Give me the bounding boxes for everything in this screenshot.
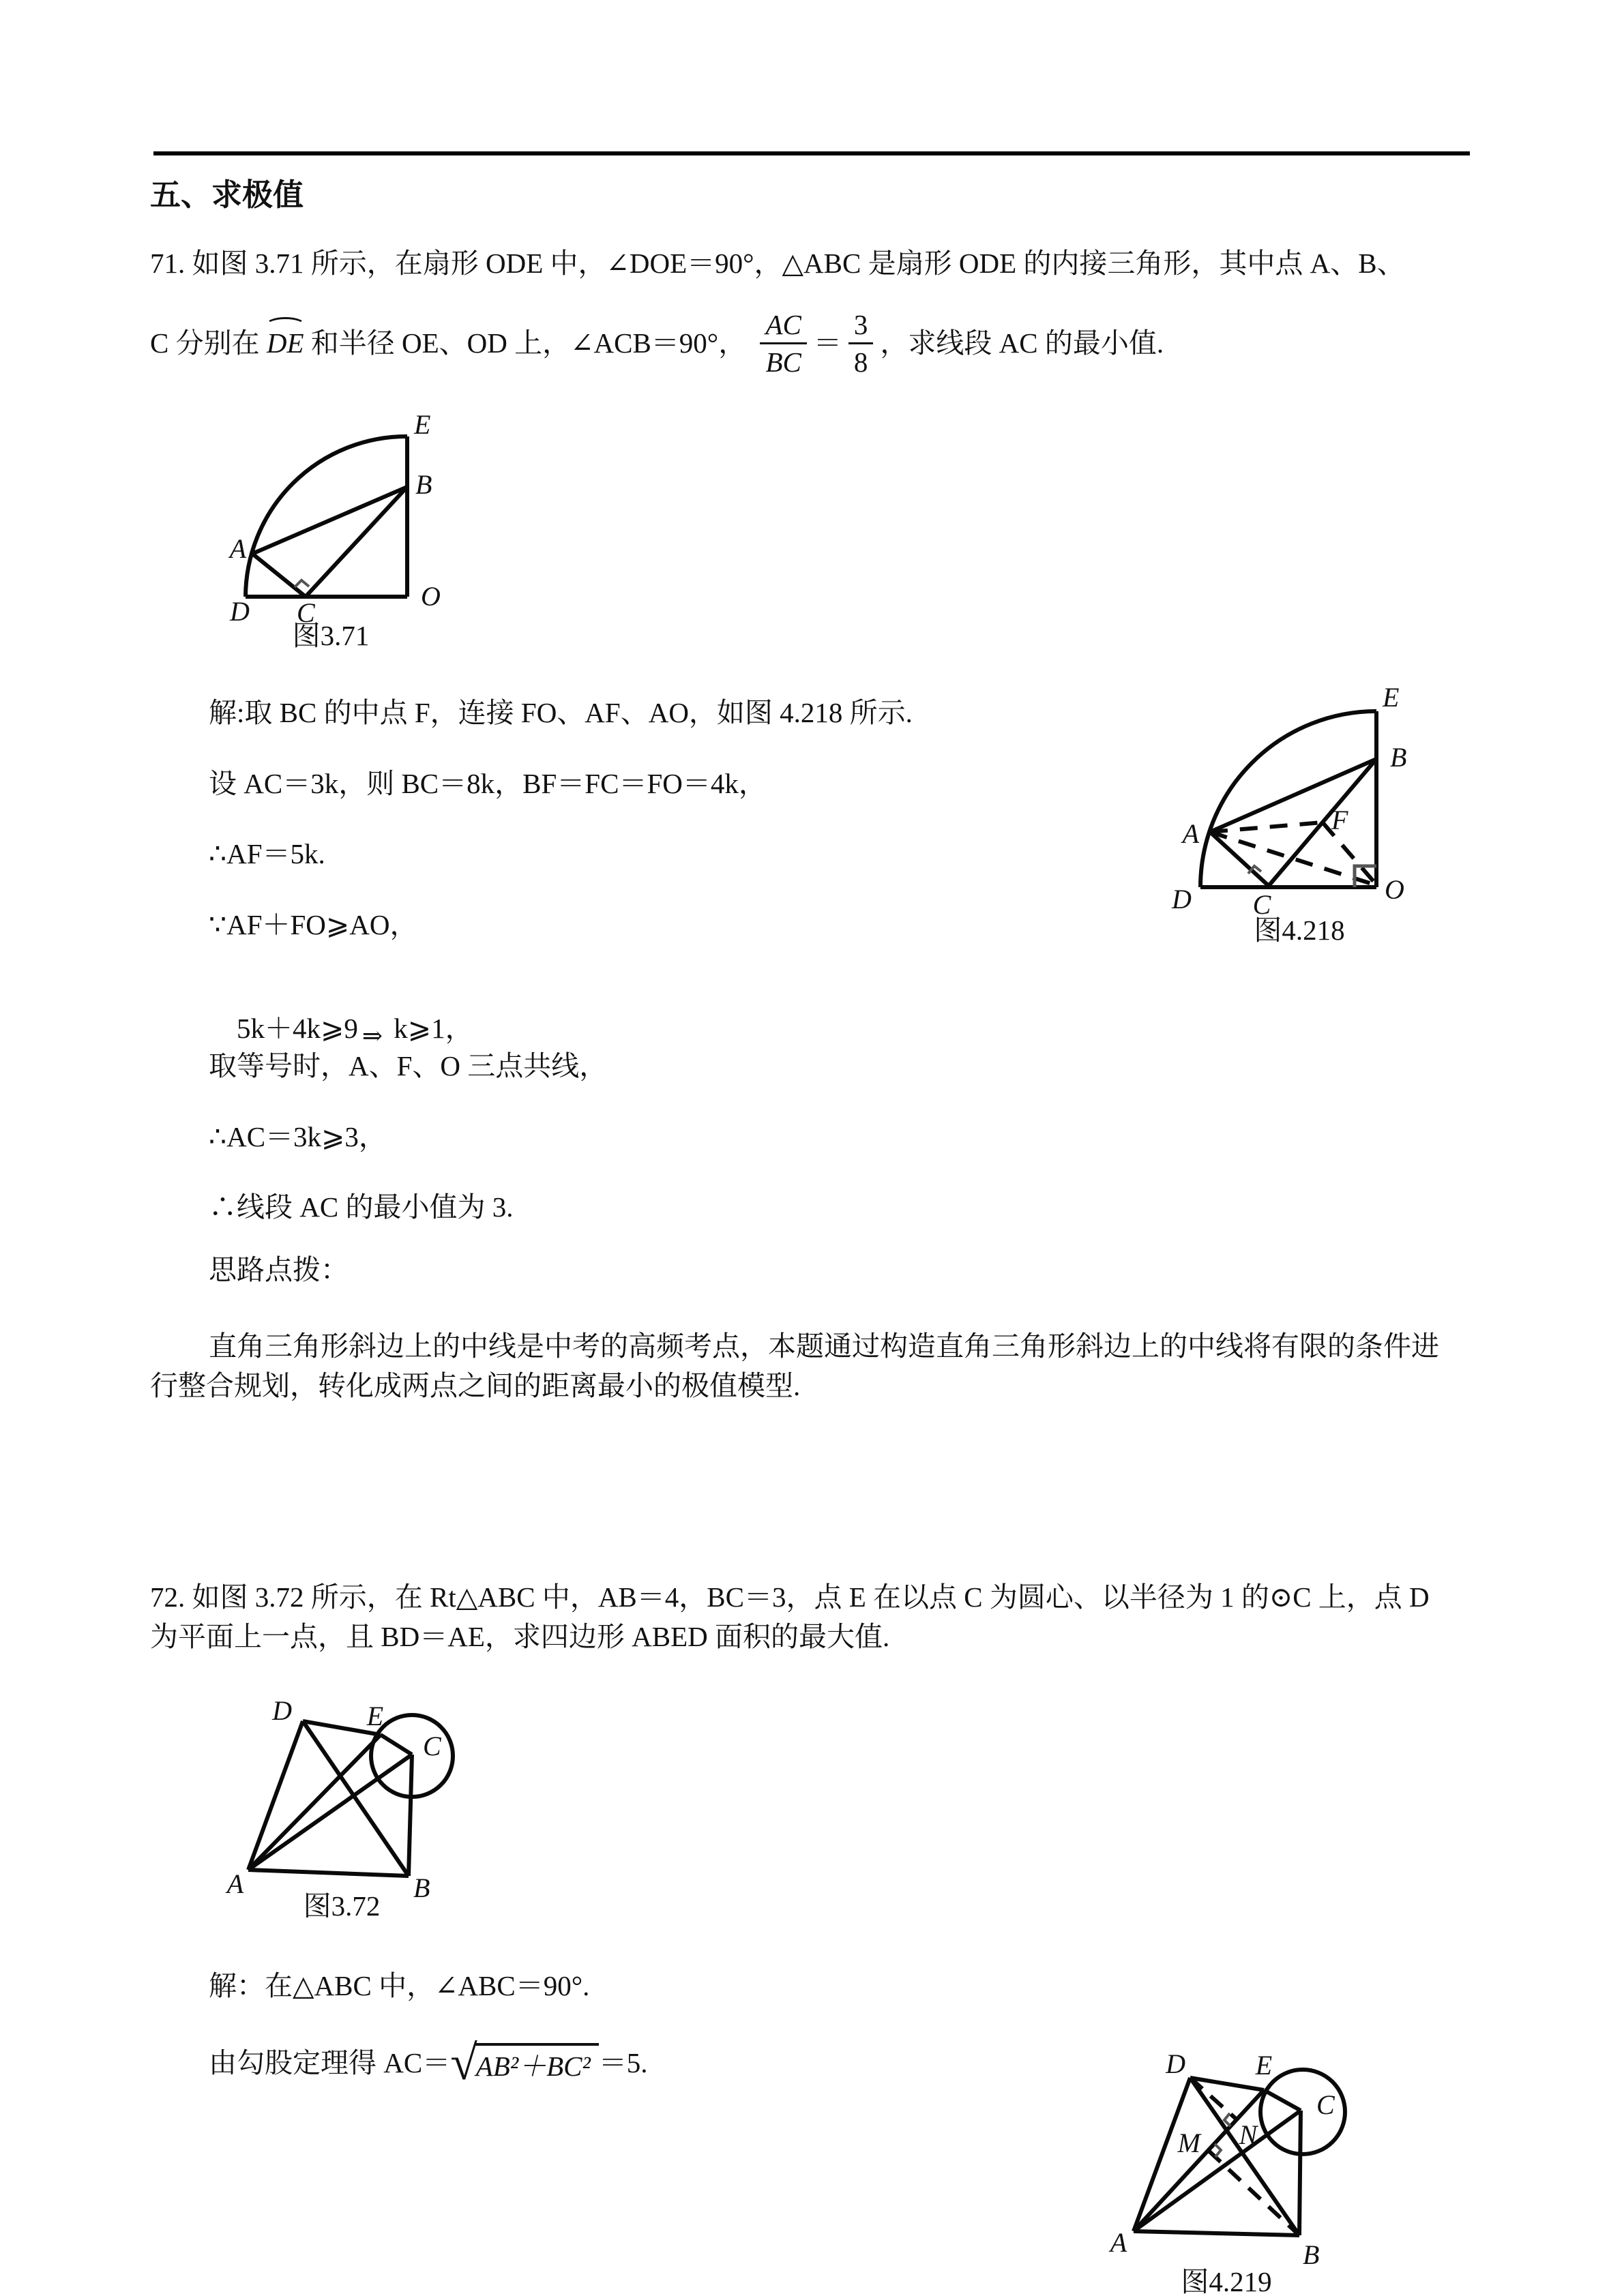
figure-caption: 图3.72	[303, 1890, 381, 1918]
fraction-denominator: BC	[765, 346, 801, 378]
point-label-C: C	[1252, 889, 1271, 920]
fraction-equals: ＝	[813, 327, 842, 359]
segment-CB	[1299, 2111, 1301, 2235]
solution71-line7: ∴AC＝3k⩾3，	[209, 1121, 387, 1152]
point-label-O: O	[421, 581, 441, 612]
figure-caption: 图4.218	[1254, 914, 1345, 946]
point-label-C: C	[297, 597, 315, 628]
segment-AB	[252, 487, 407, 554]
point-label-A: A	[1182, 818, 1199, 849]
solution71-line1: 解:取 BC 的中点 F，连接 FO、AF、AO，如图 4.218 所示.	[209, 697, 913, 728]
formula-suffix: ＝5.	[598, 2047, 648, 2078]
fraction-numerator: 3	[848, 308, 874, 344]
dashed-MB	[1209, 2151, 1299, 2235]
point-label-D: D	[1172, 884, 1192, 914]
figure-3-72	[218, 1693, 491, 1918]
segment-AB	[1134, 2231, 1299, 2235]
segment-AB	[248, 1870, 409, 1876]
solution72-line1: 解：在△ABC 中，∠ABC＝90°.	[209, 1970, 590, 2001]
point-label-B: B	[1390, 742, 1407, 773]
point-label-D: D	[230, 596, 250, 627]
point-label-C: C	[423, 1731, 441, 1761]
point-label-A: A	[226, 1868, 244, 1899]
figure-4-219	[1091, 2012, 1385, 2296]
point-label-O: O	[1385, 874, 1404, 905]
solution72-formula	[209, 2032, 648, 2093]
problem71-line2	[150, 299, 1164, 387]
segment-AB	[1210, 759, 1376, 832]
segment-CB	[409, 1755, 412, 1876]
point-label-B: B	[415, 469, 432, 500]
problem71-line2-mid: 和半径 OE、OD 上，∠ACB＝90°，	[304, 327, 754, 359]
segment-CB	[306, 487, 407, 597]
problem71-line2-prefix: C 分别在	[150, 327, 267, 359]
segment-AE	[1134, 2090, 1264, 2231]
problem72-line1: 72. 如图 3.72 所示，在 Rt△ABC 中，AB＝4，BC＝3，点 E 在以点 C 为圆心、以半径为 1 的⊙C 上，点 D	[150, 1581, 1430, 1613]
header-rule	[153, 151, 1470, 155]
segment-AD	[248, 1721, 303, 1870]
formula-prefix: 由勾股定理得 AC＝	[209, 2047, 451, 2078]
point-label-D: D	[1166, 2048, 1185, 2079]
point-label-A: A	[229, 533, 246, 564]
section-title: 五、求极值	[150, 178, 304, 212]
solution71-line5-left: 5k＋4k⩾9	[237, 1013, 358, 1044]
segment-AC	[252, 554, 306, 597]
implies-arrow: ⇒	[361, 1022, 383, 1049]
figure-3-71	[228, 404, 447, 656]
arc-DE-notation: DE	[266, 327, 304, 359]
solution71-line5-right: k⩾1，	[387, 1013, 473, 1044]
figure-caption: 图3.71	[292, 620, 370, 651]
solution71-line3: ∴AF＝5k.	[209, 838, 325, 869]
tips-line1: 直角三角形斜边上的中线是中考的高频考点，本题通过构造直角三角形斜边上的中线将有限的条件进	[209, 1330, 1439, 1362]
segment-AC	[248, 1755, 412, 1870]
fraction-3-8	[848, 308, 874, 378]
right-angle-mark-N	[1224, 2113, 1230, 2126]
problem71-line1: 71. 如图 3.71 所示，在扇形 ODE 中，∠DOE＝90°，△ABC 是扇形 ODE 的内接三角形，其中点 A、B、	[150, 248, 1405, 279]
solution71-line2: 设 AC＝3k，则 BC＝8k，BF＝FC＝FO＝4k，	[209, 768, 767, 799]
segment-EC	[381, 1735, 412, 1755]
point-label-D: D	[272, 1695, 292, 1726]
figure-caption: 图4.219	[1181, 2266, 1272, 2296]
point-label-E: E	[414, 409, 431, 440]
point-label-E: E	[1255, 2050, 1273, 2081]
square-root	[450, 2036, 599, 2090]
dashed-FO	[1323, 822, 1375, 883]
point-label-A: A	[1110, 2227, 1127, 2258]
fraction-denominator: 8	[853, 346, 868, 378]
right-angle-mark-M	[1215, 2144, 1221, 2157]
point-label-F: F	[1331, 805, 1348, 835]
tips-heading: 思路点拨：	[209, 1254, 349, 1285]
problem72-line2: 为平面上一点，且 BD＝AE，求四边形 ABED 面积的最大值.	[150, 1621, 890, 1652]
solution71-line8: ∴线段 AC 的最小值为 3.	[209, 1191, 514, 1223]
solution71-line6: 取等号时，A、F、O 三点共线，	[209, 1050, 608, 1082]
segment-AE	[248, 1735, 381, 1870]
radical-sign: √	[450, 2036, 477, 2090]
point-label-C: C	[1316, 2089, 1335, 2120]
figure-4-218	[1160, 676, 1453, 949]
point-label-E: E	[366, 1701, 384, 1731]
tips-line2: 行整合规划，转化成两点之间的距离最小的极值模型.	[150, 1370, 801, 1401]
point-label-B: B	[413, 1873, 430, 1903]
problem71-line2-suffix: ，求线段 AC 的最小值.	[880, 327, 1164, 359]
solution71-line4: ∵AF＋FO⩾AO，	[209, 909, 418, 940]
segment-EC	[1264, 2090, 1301, 2111]
point-label-M: M	[1177, 2128, 1200, 2158]
point-label-B: B	[1303, 2239, 1320, 2270]
fraction-numerator: AC	[760, 308, 806, 344]
point-label-N: N	[1239, 2119, 1258, 2150]
fraction-AC-BC	[760, 308, 806, 378]
point-label-E: E	[1383, 682, 1400, 713]
radicand: AB²＋BC²	[475, 2043, 599, 2083]
right-angle-mark-C	[295, 580, 309, 587]
